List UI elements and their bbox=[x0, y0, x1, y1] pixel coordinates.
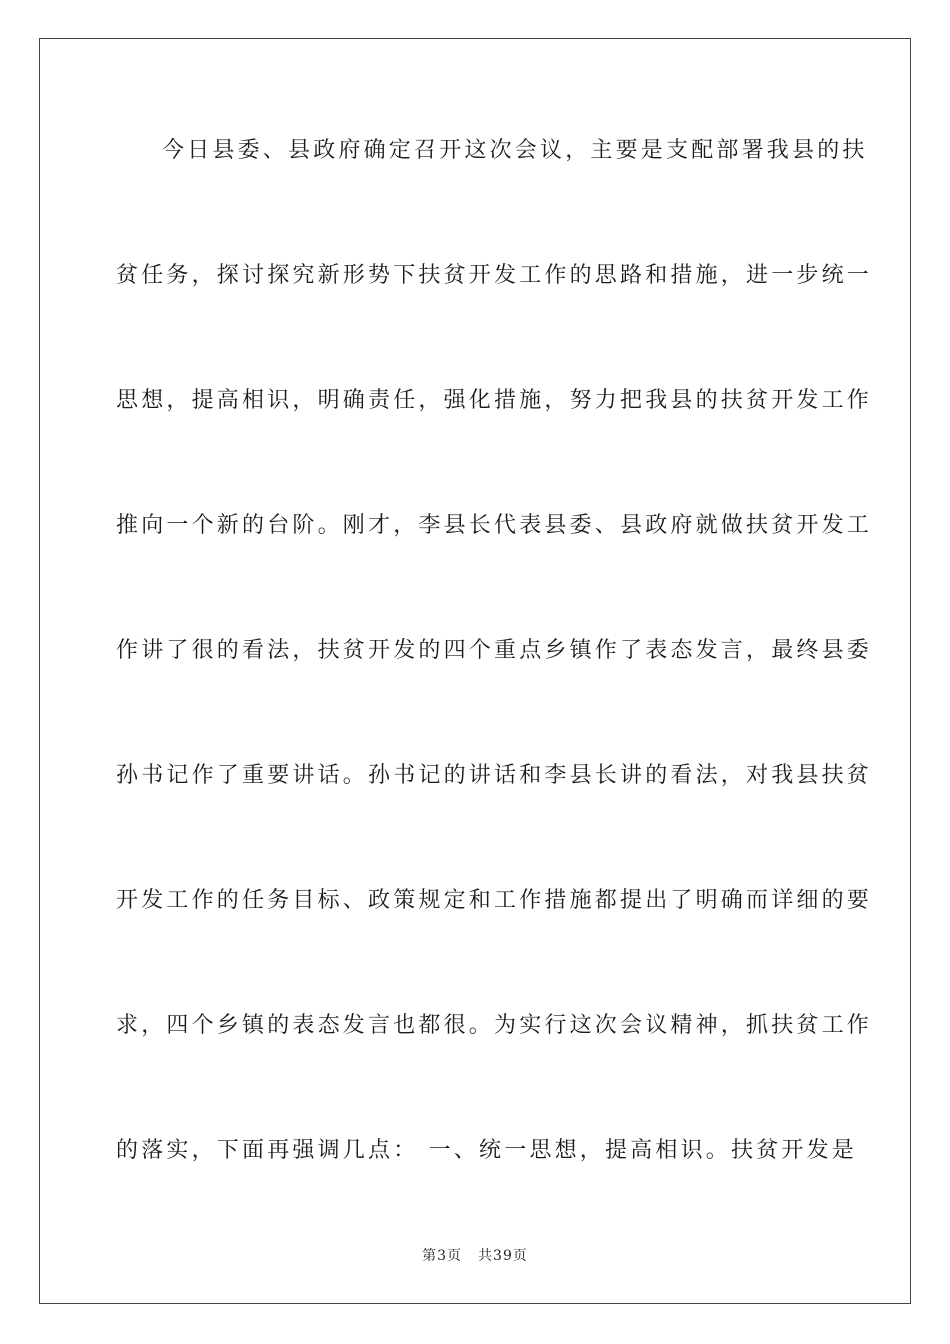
paragraph-line: 推向一个新的台阶。刚才，李县长代表县委、县政府就做扶贫开发工 bbox=[116, 513, 873, 538]
page-footer bbox=[0, 1246, 950, 1266]
page-border bbox=[39, 38, 911, 1304]
paragraph-line: 今日县委、县政府确定召开这次会议，主要是支配部署我县的扶 bbox=[162, 138, 868, 163]
page-total: 共39页 bbox=[478, 1248, 528, 1264]
paragraph-line: 作讲了很的看法，扶贫开发的四个重点乡镇作了表态发言，最终县委 bbox=[116, 638, 873, 663]
paragraph-line: 的落实，下面再强调几点： 一、统一思想，提高相识。扶贫开发是 bbox=[116, 1138, 857, 1163]
page-number: 第3页 bbox=[422, 1248, 463, 1264]
paragraph-line: 求，四个乡镇的表态发言也都很。为实行这次会议精神，抓扶贫工作 bbox=[116, 1013, 873, 1038]
paragraph-line: 孙书记作了重要讲话。孙书记的讲话和李县长讲的看法，对我县扶贫 bbox=[116, 763, 873, 788]
paragraph-line: 思想，提高相识，明确责任，强化措施，努力把我县的扶贫开发工作 bbox=[116, 388, 873, 413]
paragraph-line: 开发工作的任务目标、政策规定和工作措施都提出了明确而详细的要 bbox=[116, 888, 873, 913]
paragraph-line: 贫任务，探讨探究新形势下扶贫开发工作的思路和措施，进一步统一 bbox=[116, 263, 873, 288]
